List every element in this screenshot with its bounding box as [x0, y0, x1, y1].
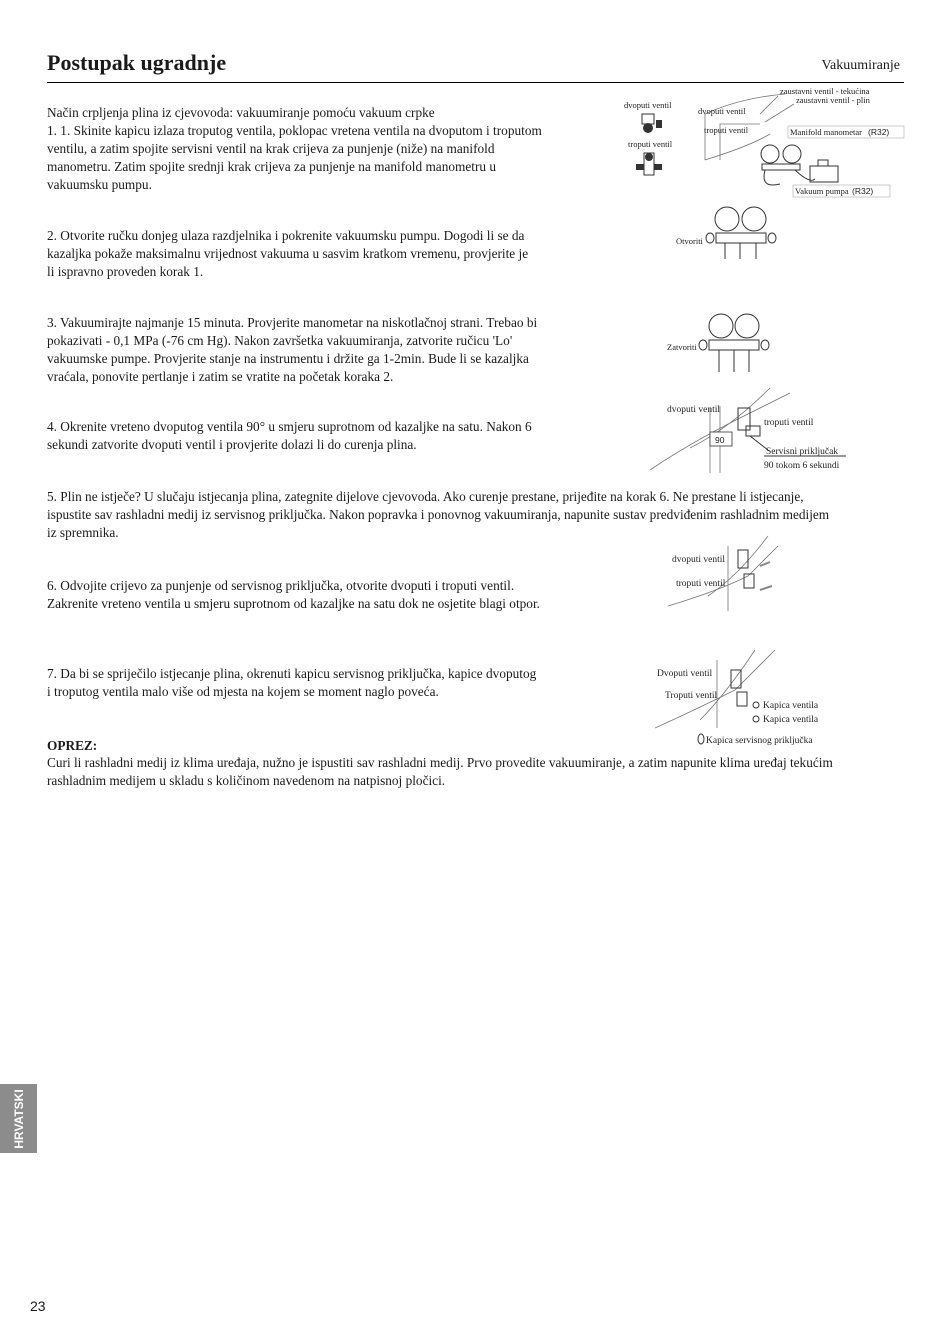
step-line: 4. Okrenite vreteno dvoputog ventila 90° u smjeru suprotnom od kazaljke na satu. Nakon 6	[47, 419, 532, 434]
fig-label: Otvoriti	[676, 236, 703, 246]
valves-open-figure	[668, 536, 788, 612]
fig-label: troputi ventil	[764, 418, 814, 428]
fig-label: Kapica ventila	[763, 701, 819, 711]
valve-body-icon	[731, 670, 747, 706]
step-line: ventilu, a zatim spojite servisni ventil na krak crijeva za punjenje (niže) na manifold	[47, 141, 495, 156]
valve-rotate-figure	[650, 388, 855, 480]
step-line: iz spremnika.	[47, 525, 119, 540]
step-6-text	[47, 577, 540, 613]
fig-label: dvoputi ventil	[667, 405, 721, 415]
step-line: li ispravno proveden korak 1.	[47, 264, 204, 279]
angle-label: 90	[715, 435, 725, 445]
fig-label: Servisni priključak	[766, 447, 839, 457]
step-7-text	[47, 665, 536, 701]
fig-label: Troputi ventil	[665, 691, 718, 701]
step-1-text	[47, 104, 542, 194]
valve-body-icon	[738, 408, 760, 436]
header-rule	[47, 82, 904, 83]
service-port-cap-icon	[698, 734, 704, 744]
step-line: 3. Vakuumirajte najmanje 15 minuta. Provjerite manometar na niskotlačnoj strani. Trebao bi	[47, 315, 538, 330]
two-way-valve-icon	[642, 114, 662, 133]
step-line: 5. Plin ne istječe? U slučaju istjecanja plina, zategnite dijelove cjevovoda. Ako curenje prestane, prijeđite na korak 6. Ne prestane li istjecanje,	[47, 489, 804, 504]
step-line: 1. 1. Skinite kapicu izlaza troputog ventila, poklopac vretena ventila na dvoputom i troputom	[47, 123, 542, 138]
intro-line: Način crpljenja plina iz cjevovoda: vakuumiranje pomoću vakuum crpke	[47, 105, 435, 120]
step-line: vraćala, ponovite pertlanje i zatim se vratite na početak koraka 2.	[47, 369, 394, 384]
vacuum-pump-icon	[810, 160, 838, 182]
fig-label: dvoputi ventil	[624, 100, 672, 110]
step-3-text	[47, 314, 537, 386]
fig-label: zaustavni ventil - plin	[796, 95, 870, 105]
step-line: vakuumsku pumpu.	[47, 177, 152, 192]
step-line: 2. Otvorite ručku donjeg ulaza razdjelnika i pokrenite vakuumsku pumpu. Dogodi li se da	[47, 228, 525, 243]
manifold-open-figure	[670, 205, 780, 265]
fig-label: (R32)	[852, 186, 874, 196]
fig-label: troputi ventil	[676, 579, 726, 589]
page-number: 23	[30, 1298, 46, 1314]
caution-heading: OPREZ:	[47, 738, 98, 753]
three-way-valve-icon	[636, 153, 662, 175]
fig-label: 90 tokom 6 sekundi	[764, 461, 840, 471]
manifold-closed-figure	[665, 302, 775, 380]
section-name: Vakuumiranje	[821, 58, 900, 73]
step-line: pokazivati - 0,1 MPa (-76 cm Hg). Nakon završetka vakuumiranja, zatvorite ručicu 'Lo'	[47, 333, 513, 348]
fig-label: dvoputi ventil	[698, 106, 746, 116]
caution-line: rashladnim medijem u skladu s količinom navedenom na natpisnoj pločici.	[47, 773, 446, 788]
language-tab	[0, 1084, 37, 1153]
step-line: 6. Odvojite crijevo za punjenje od servisnog priključka, otvorite dvoputi i troputi ventil.	[47, 578, 515, 593]
fig-label: Kapica servisnog priključka	[706, 736, 813, 746]
fig-label: troputi ventil	[704, 125, 749, 135]
fig-label: zaustavni ventil - tekućina	[780, 86, 870, 96]
manifold-gauge-icon	[761, 145, 815, 185]
vacuum-setup-figure	[610, 84, 910, 202]
fig-label: (R32)	[868, 127, 890, 137]
step-line: manometru. Zatim spojite srednji krak crijeva za punjenje na manifold manometru u	[47, 159, 496, 174]
step-2-text	[47, 227, 528, 281]
fig-label: Manifold manometar	[790, 127, 862, 137]
fig-label: Dvoputi ventil	[657, 669, 713, 679]
fig-label: troputi ventil	[628, 139, 673, 149]
step-line: 7. Da bi se spriječilo istjecanje plina, okrenuti kapicu servisnog priključka, kapice dvoputog	[47, 666, 537, 681]
fig-label: dvoputi ventil	[672, 555, 726, 565]
step-line: ispustite sav rashladni medij iz servisnog priključka. Nakon popravka i ponovnog vakuumiranja, napunite sustav predviđenim rashladnim medijem	[47, 507, 830, 522]
fig-label: Zatvoriti	[667, 342, 697, 352]
caution-line: Curi li rashladni medij iz klima uređaja, nužno je ispustiti sav rashladni medij. Prvo provedite vakuumiranje, a zatim napunite klima uređaj tekućim	[47, 755, 833, 770]
page-title: Postupak ugradnje	[47, 50, 227, 75]
step-line: i troputog ventila malo više od mjesta na kojem se moment naglo poveća.	[47, 684, 439, 699]
step-line: Zakrenite vreteno ventila u smjeru suprotnom od kazaljke na satu dok ne osjetite blagi otpor.	[47, 596, 540, 611]
step-line: vakuumske pumpe. Provjerite stanje na instrumentu i držite ga 1-2min. Bude li se kazaljka	[47, 351, 529, 366]
step-4-text	[47, 418, 532, 454]
fig-label: Kapica ventila	[763, 715, 819, 725]
caution-text	[47, 754, 833, 790]
valve-caps-figure	[655, 650, 830, 748]
step-5-text	[47, 488, 829, 542]
step-line: sekundi zatvorite dvoputi ventil i provjerite dolazi li do curenja plina.	[47, 437, 417, 452]
step-line: kazaljka pokaže maksimalnu vrijednost vakuuma u sasvim kratkom vremenu, provjerite je	[47, 246, 529, 261]
language-label: HRVATSKI	[11, 1088, 26, 1149]
valve-cap-icon	[753, 716, 759, 722]
valve-cap-icon	[753, 702, 759, 708]
fig-label: Vakuum pumpa	[795, 186, 849, 196]
